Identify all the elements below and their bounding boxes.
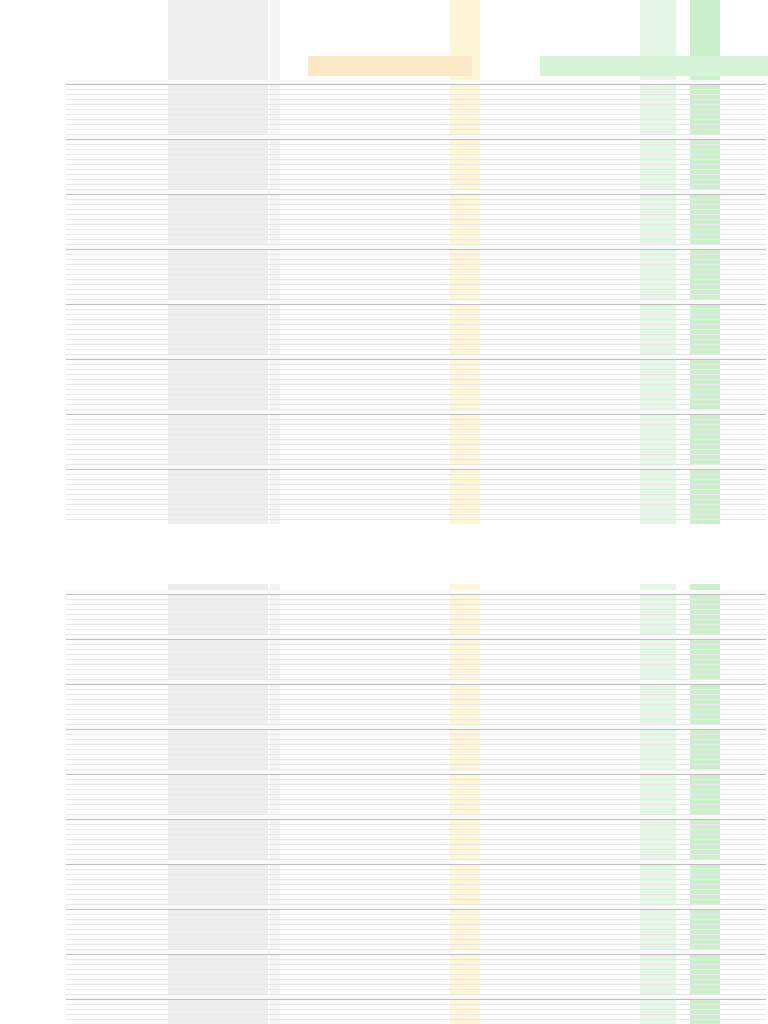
table-rows [66, 590, 766, 1020]
document-page-2 [0, 584, 768, 1024]
page-gap [0, 524, 768, 584]
table-row [66, 1015, 766, 1020]
header-right [540, 56, 768, 76]
table-rows [66, 80, 766, 520]
table-row [66, 515, 766, 520]
header-middle [308, 56, 472, 76]
header-left [66, 56, 286, 76]
